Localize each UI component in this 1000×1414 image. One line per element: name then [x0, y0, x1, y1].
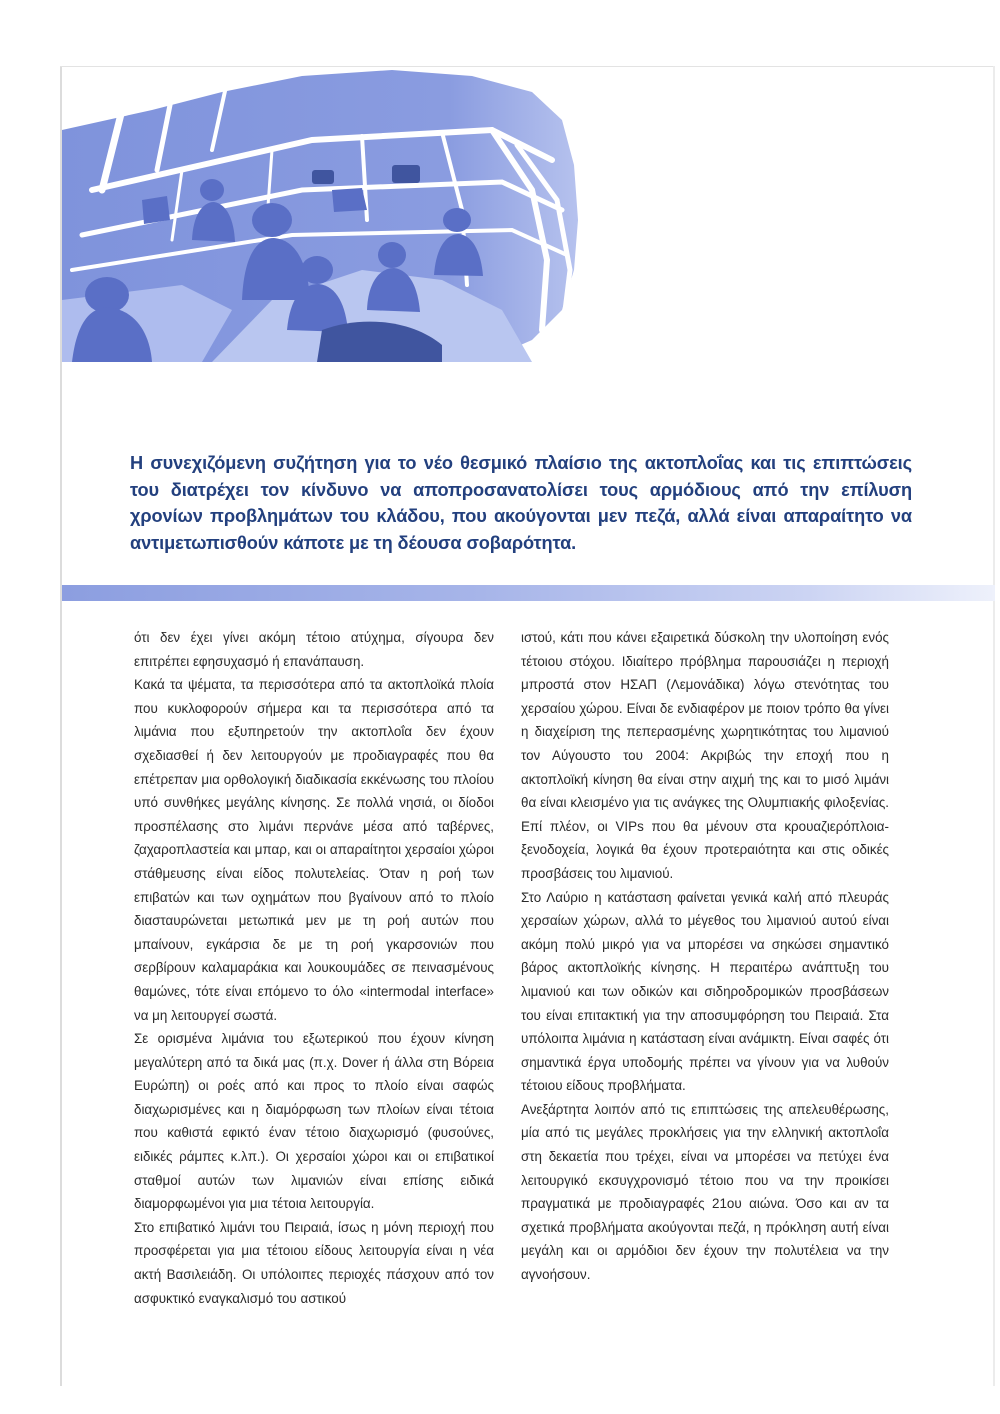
scan-edge-right — [993, 66, 995, 1386]
lead-paragraph: Η συνεχιζόμενη συζήτηση για το νέο θεσμικό πλαίσιο της ακτοπλοΐας και τις επιπτώσεις του διατρέχει τον κίνδυνο να αποπροσανατολίσει τους αρμόδιους από την επίλυση χρονίων προβλημάτων του κλάδου, που ακούγονται μεν πεζά, αλλά είναι απαραίτητο να αντιμετωπισθούν κάποτε με τη δέουσα σοβαρότητα. — [130, 453, 912, 553]
article-column-left — [134, 626, 494, 1310]
body-paragraph: ιστού, κάτι που κάνει εξαιρετικά δύσκολη την υλοποίηση ενός τέτοιου στόχου. Ιδιαίτερο πρόβλημα παρουσιάζει η περιοχή μπροστά στον ΗΣΑΠ (Λεμονάδικα) λόγω στενότητας του χερσαίου χώρου. Είναι δε ενδιαφέρον με ποιον τρόπο θα γίνει η διαχείριση της πεπερασμένης χωρητικότητας του λιμανιού τον Αύγουστο του 2004: Ακριβώς την εποχή που η ακτοπλοϊκή κίνηση θα είναι στην αιχμή της και το μισό λιμάνι θα είναι κλεισμένο για τις ανάγκες της Ολυμπιακής φιλοξενίας. Επί πλέον, οι VIPs που θα μένουν στα κρουαζιερόπλοια-ξενοδοχεία, λογικά θα έχουν προτεραιότητα και στις οδικές προσβάσεις του λιμανιού. — [521, 630, 889, 881]
body-paragraph: Ανεξάρτητα λοιπόν από τις επιπτώσεις της απελευθέρωσης, μία από τις μεγάλες προκλήσεις για την ελληνική ακτοπλοΐα στη δεκαετία που τρέχει, είναι να μπορέσει να πετύχει ένα λειτουργικό εκσυγχρονισμό τέτοιο που να την προικίσει πραγματικά με προδιαγραφές 21ου αιώνα. Όσο και αν τα σχετικά προβλήματα ακούγονται πεζά, η πρόκληση αυτή είναι μεγάλη και οι αρμόδιοι δεν έχουν την πολυτέλεια να την αγνοήσουν. — [521, 1101, 889, 1283]
body-paragraph: Στο Λαύριο η κατάσταση φαίνεται γενικά καλή από πλευράς χερσαίων χώρων, αλλά το μέγεθος του λιμανιού αυτού είναι ακόμη πολύ μικρό για να μπορέσει να σηκώσει σημαντικό βάρος ακτοπλοϊκής κίνησης. Η περαιτέρω ανάπτυξη του λιμανιού και των οδικών και σιδηροδρομικών προσβάσεων του είναι επιτακτική για την αποσυμφόρηση του Πειραιά. Στα υπόλοιπα λιμάνια η κατάσταση είναι ανάμικτη. Είναι σαφές ότι σημαντικά έργα υποδομής πρέπει να γίνουν για να λυθούν τέτοιου είδους προβλήματα. — [521, 889, 889, 1094]
article-column-right — [521, 626, 889, 1287]
body-paragraph: ότι δεν έχει γίνει ακόμη τέτοιο ατύχημα, σίγουρα δεν επιτρέπει εφησυχασμό ή επανάπαυση. — [134, 630, 494, 669]
body-paragraph: Κακά τα ψέματα, τα περισσότερα από τα ακτοπλοϊκά πλοία που κυκλοφορούν σήμερα και τα περισσότερα από τα λιμάνια που εξυπηρετούν την ακτοπλοΐα δεν έχουν σχεδιασθεί ή δεν λειτουργούν με προδιαγραφές που θα επέτρεπαν μια ορθολογική διαδικασία εκκένωσης του πλοίου υπό συνθήκες μεγάλης κίνησης. Σε πολλά νησιά, οι δίοδοι προσπέλασης στο λιμάνι περνάνε μέσα από ταβέρνες, ζαχαροπλαστεία και μπαρ, και οι απαραίτητοι χερσαίοι χώροι στάθμευσης είναι είδος πολυτελείας. Όταν η ροή των επιβατών και των οχημάτων που βγαίνουν από το πλοίο διασταυρώνεται μετωπικά μεν με τη ροή αυτών που μπαίνουν, εγκάρσια δε με τη ροή γκαρσονιών που σερβίρουν καλαμαράκια και λουκουμάδες σε πεινασμένους θαμώνες, τότε είναι επόμενο το όλο «intermodal interface» να μη λειτουργεί σωστά. — [134, 677, 494, 1023]
ferry-passengers-photo — [62, 70, 578, 362]
section-divider-band — [62, 585, 995, 601]
body-paragraph: Στο επιβατικό λιμάνι του Πειραιά, ίσως η μόνη περιοχή που προσφέρεται για μια τέτοιου είδους λειτουργία είναι η νέα ακτή Βασιλειάδη. Οι υπόλοιπες περιοχές πάσχουν από τον ασφυκτικό εναγκαλισμό του αστικού — [134, 1219, 494, 1306]
scan-edge-top — [60, 66, 995, 67]
ferry-deck-image — [62, 70, 578, 362]
body-paragraph: Σε ορισμένα λιμάνια του εξωτερικού που έχουν κίνηση μεγαλύτερη από τα δικά μας (π.χ. Dover ή άλλα στη Βόρεια Ευρώπη) οι ροές από και προς το πλοίο είναι σαφώς διαχωρισμένες και η διαμόρφωση των πλοίων είναι τέτοια που καθιστά εφικτό έναν τέτοιο διαχωρισμό (φυσούνες, ειδικές ράμπες κ.λπ.). Οι χερσαίοι χώροι και οι επιβατικοί σταθμοί αυτών των λιμανιών είναι επίσης ειδικά διαμορφωμένοι για μια τέτοια λειτουργία. — [134, 1031, 494, 1212]
